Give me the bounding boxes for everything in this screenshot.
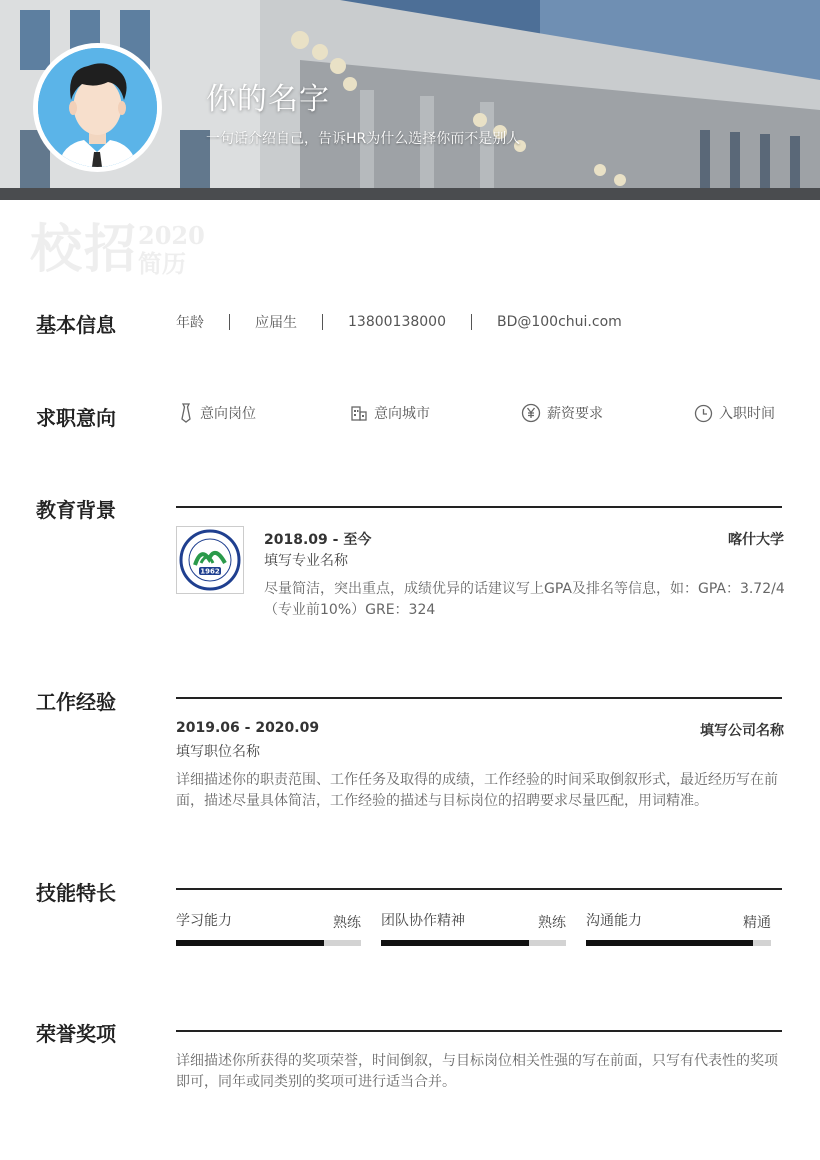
person-avatar-icon — [38, 48, 157, 167]
intent-salary-label: 薪资要求 — [547, 406, 603, 422]
basic-info-row — [176, 312, 622, 332]
section-rule — [176, 506, 782, 508]
header-banner — [0, 0, 820, 200]
divider — [471, 314, 472, 330]
divider — [322, 314, 323, 330]
skill-name: 沟通能力 — [586, 913, 642, 929]
candidate-name: 你的名字 — [206, 82, 330, 117]
basic-age: 年龄 — [176, 315, 204, 331]
honors-description: 详细描述你所获得的奖项荣誉，时间倒叙，与目标岗位相关性强的写在前面，只写有代表性的奖项即可，同年或同类别的奖项可进行适当合并。 — [176, 1053, 778, 1090]
watermark-resume: 简历 — [138, 249, 186, 278]
work-title: 填写职位名称 — [176, 744, 260, 760]
intent-city-label: 意向城市 — [374, 406, 430, 422]
skill-level: 熟练 — [333, 915, 361, 931]
watermark-campus: 校招 — [30, 219, 139, 280]
work-period: 2019.06 - 2020.09 — [176, 720, 320, 736]
section-rule — [176, 697, 782, 699]
basic-status: 应届生 — [255, 315, 297, 331]
basic-email[interactable]: BD@100chui.com — [496, 314, 622, 330]
skill-bar-track — [381, 940, 566, 946]
skill-item — [176, 910, 361, 950]
skill-bar-fill — [176, 940, 324, 946]
section-title-education: 教育背景 — [36, 498, 116, 522]
section-title-honors: 荣誉奖项 — [36, 1022, 116, 1046]
intent-salary — [521, 403, 603, 423]
skill-item — [586, 910, 771, 950]
logo-year: 1962 — [200, 567, 220, 576]
skill-item — [381, 910, 566, 950]
university-logo — [176, 526, 244, 594]
section-rule — [176, 888, 782, 890]
work-company: 填写公司名称 — [700, 723, 784, 739]
education-description: 尽量简洁，突出重点，成绩优异的话建议写上GPA及排名等信息，如：GPA：3.72/4（专业前10%）GRE：324 — [264, 581, 785, 618]
building-icon — [350, 404, 368, 422]
watermark-year: 2020 — [138, 221, 205, 250]
skill-name: 团队协作精神 — [381, 913, 465, 929]
university-seal-icon — [179, 529, 241, 591]
intent-city — [350, 403, 430, 423]
intent-start — [694, 403, 775, 423]
section-rule — [176, 1030, 782, 1032]
skill-name: 学习能力 — [176, 913, 232, 929]
intent-start-label: 入职时间 — [719, 406, 775, 422]
basic-phone[interactable]: 13800138000 — [348, 314, 446, 330]
intent-position — [178, 403, 256, 423]
watermark-year-resume — [138, 221, 205, 278]
work-description: 详细描述你的职责范围、工作任务及取得的成绩，工作经验的时间采取倒叙形式，最近经历写在前面，描述尽量具体简洁，工作经验的描述与目标岗位的招聘要求尽量匹配，用词精准。 — [176, 772, 778, 809]
skill-bar-track — [586, 940, 771, 946]
education-school: 喀什大学 — [728, 532, 784, 548]
education-major: 填写专业名称 — [264, 553, 348, 569]
section-title-work: 工作经验 — [36, 690, 116, 714]
skill-level: 精通 — [743, 915, 771, 931]
clock-icon — [694, 404, 713, 423]
skill-bar-fill — [381, 940, 529, 946]
avatar[interactable] — [33, 43, 162, 172]
tie-icon — [178, 403, 194, 423]
intent-position-label: 意向岗位 — [200, 406, 256, 422]
candidate-tagline: 一句话介绍自己，告诉HR为什么选择你而不是别人 — [206, 131, 521, 147]
education-period: 2018.09 - 至今 — [264, 532, 372, 548]
section-title-intent: 求职意向 — [36, 406, 116, 430]
section-title-basic: 基本信息 — [36, 313, 116, 337]
divider — [229, 314, 230, 330]
skill-level: 熟练 — [538, 915, 566, 931]
section-title-skills: 技能特长 — [36, 881, 116, 905]
skill-bar-track — [176, 940, 361, 946]
yen-icon — [521, 403, 541, 423]
skill-bar-fill — [586, 940, 753, 946]
